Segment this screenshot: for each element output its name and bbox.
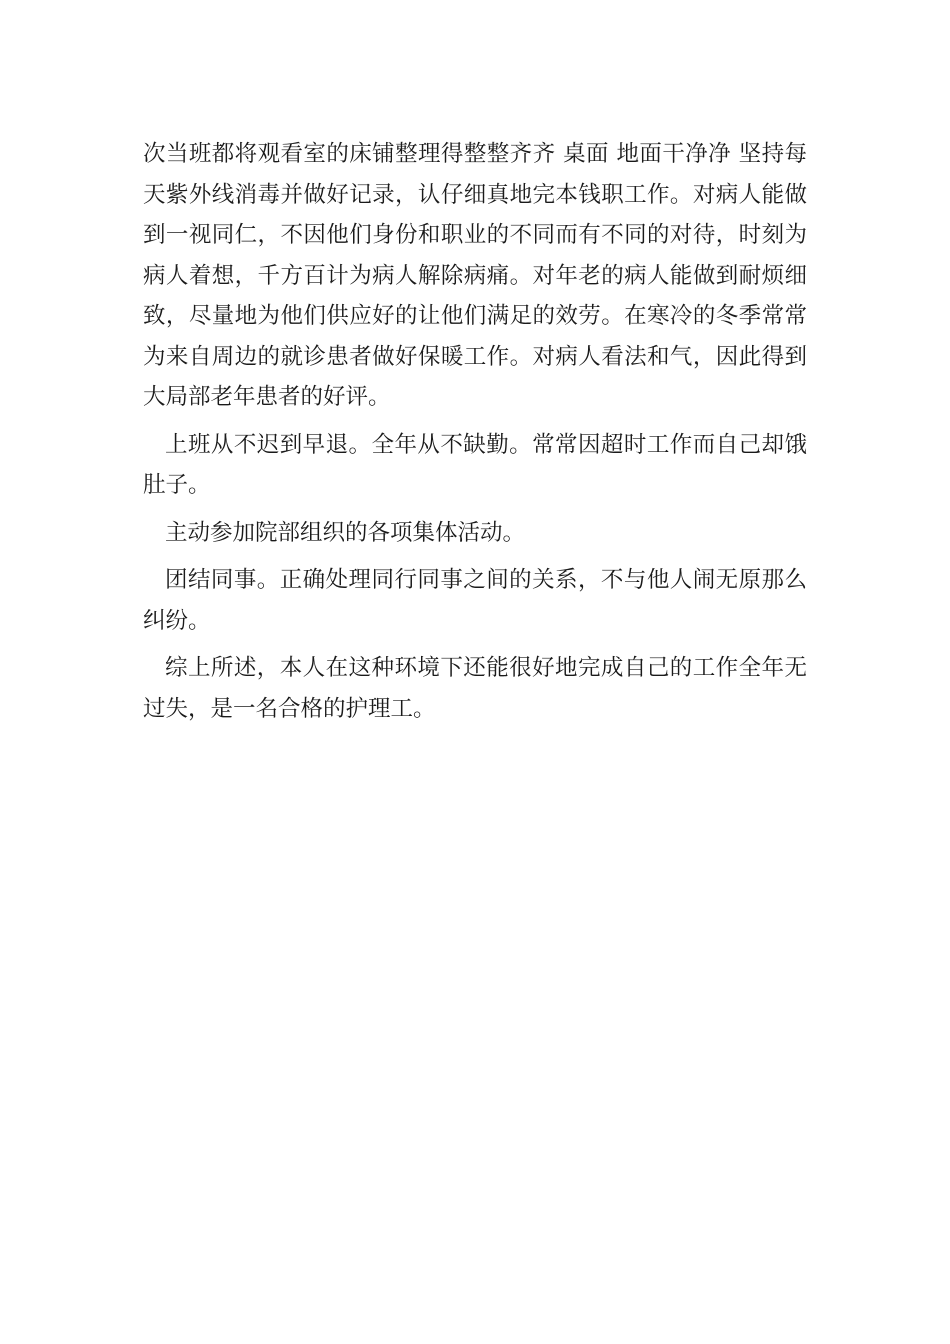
- paragraph-5: 综上所述，本人在这种环境下还能很好地完成自己的工作全年无过失，是一名合格的护理工。: [143, 655, 807, 722]
- document-body: [143, 134, 807, 729]
- paragraph-1: 次当班都将观看室的床铺整理得整整齐齐 桌面 地面干净净 坚持每天紫外线消毒并做好记录，认仔细真地完本钱职工作。对病人能做到一视同仁，不因他们身份和职业的不同而有不同的对待，时刻为病人着想，千方百计为病人解除病痛。对年老的病人能做到耐烦细致，尽量地为他们供应好的让他们满足的效劳。在寒冷的冬季常常为来自周边的就诊患者做好保暖工作。对病人看法和气，因此得到大局部老年患者的好评。: [143, 141, 807, 410]
- paragraph-4: 团结同事。正确处理同行同事之间的关系，不与他人闹无原那么纠纷。: [143, 567, 807, 634]
- paragraph-3: 主动参加院部组织的各项集体活动。: [165, 519, 526, 546]
- paragraph-2: 上班从不迟到早退。全年从不缺勤。常常因超时工作而自己却饿肚子。: [143, 431, 807, 498]
